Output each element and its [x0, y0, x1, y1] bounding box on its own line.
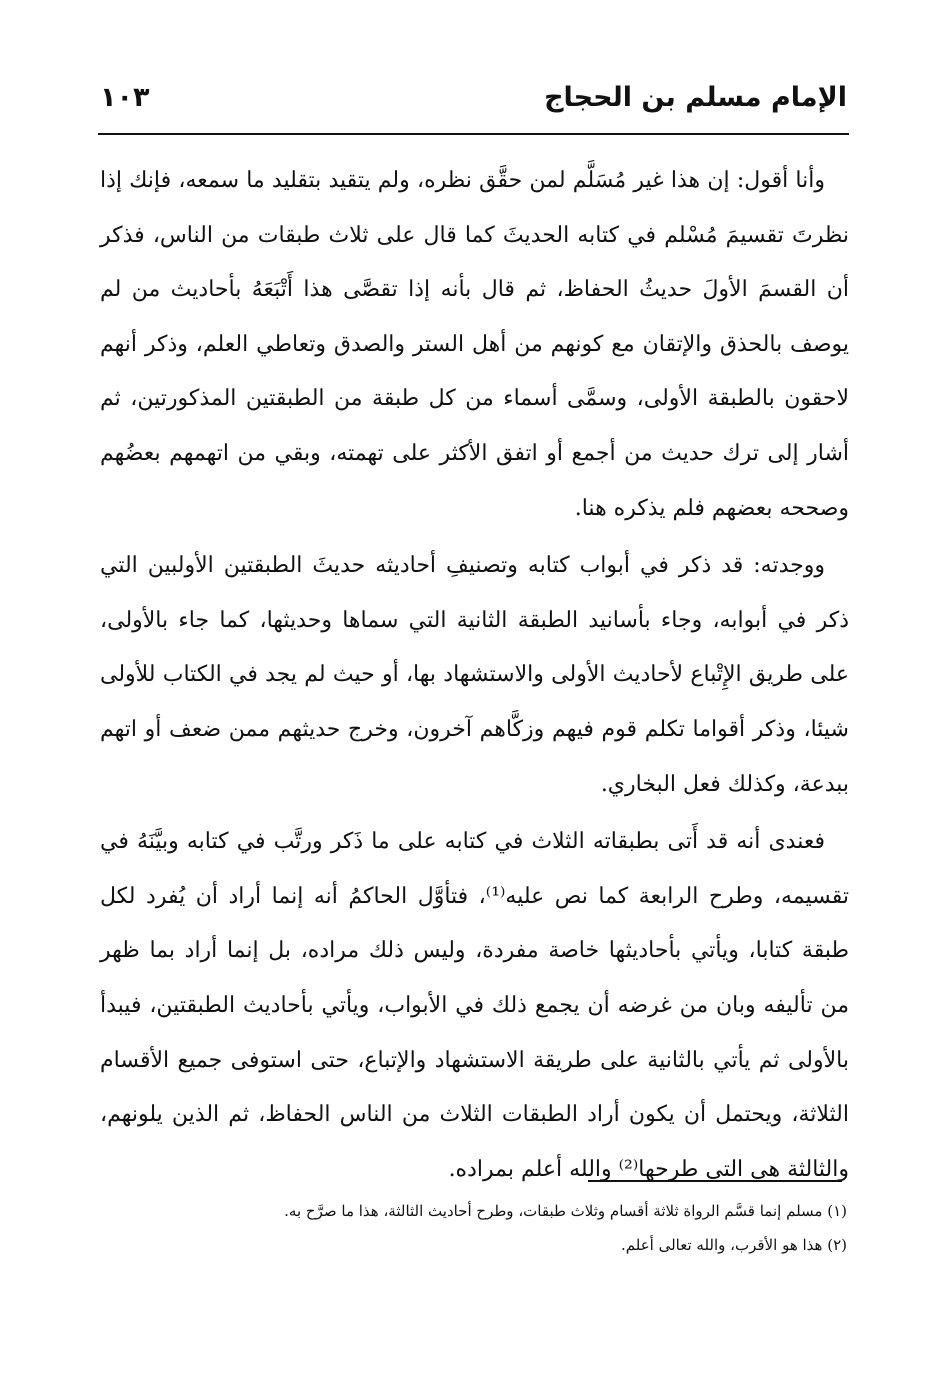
footnote-1: (١) مسلم إنما قسَّم الرواة ثلاثة أقسام وثلاث طبقات، وطرح أحاديث الثالثة، هذا ما صرَّح به.	[284, 1202, 847, 1220]
paragraph-2: ووجدته: قد ذكر في أبواب كتابه وتصنيفِ أحاديثه حديثَ الطبقتين الأولبين التي ذكر في أبوابه، وجاء بأسانيد الطبقة الثانية التي سماها وحديثها، كما جاء بالأولى، على طريق الإِتْباع لأحاديث الأولى والاستشهاد بها، أو حيث لم يجد في الكتاب للأولى شيئا، وذكر أقواما تكلم قوم فيهم وزكَّاهم آخرون، وخرج حديثهم ممن ضعف أو اتهم ببدعة، وكذلك فعل البخاري.	[100, 553, 849, 797]
page-header	[100, 82, 847, 132]
footnote-2: (٢) هذا هو الأقرب، والله تعالى أعلم.	[620, 1236, 847, 1254]
paragraph-1: وأنا أقول: إن هذا غير مُسَلَّم لمن حقَّق نظره، ولم يتقيد بتقليد ما سمعه، فإنك إذا نظرتَ تقسيمَ مُسْلم في كتابه الحديثَ كما قال على ثلاث طبقات من الناس، فذكر أن القسمَ الأولَ حديثُ الحفاظ، ثم قال بأنه إذا تقصَّى هذا أَتْبَعَهُ بأحاديث من لم يوصف بالحذق والإتقان مع كونهم من أهل الستر والصدق وتعاطي العلم، وذكر أنهم لاحقون بالطبقة الأولى، وسمَّى أسماء من كل طبقة من الطبقتين المذكورتين، ثم أشار إلى ترك حديث من أجمع أو اتفق الأكثر على تهمته، وبقي من اتهمهم بعضُهم وصححه بعضهم فلم يذكره هنا.	[100, 168, 849, 521]
footnotes	[100, 1194, 847, 1262]
header-rule	[98, 133, 849, 135]
running-title: الإمام مسلم بن الحجاج	[544, 82, 847, 113]
page-number: ١٠٣	[100, 82, 150, 113]
paragraph-3: فعندى أنه قد أَتى بطبقاته الثلاث في كتابه على ما ذَكر ورتَّب في كتابه وبيَّنَهُ في تقسيمه، وطرح الرابعة كما نص عليه⁽¹⁾، فتأوَّل الحاكمُ أنه إنما أراد أن يُفرد لكل طبقة كتابا، ويأتي بأحاديثها خاصة مفردة، وليس ذلك مراده، بل إنما أراد بما ظهر من تأليفه وبان من غرضه أن يجمع ذلك في الأبواب، ويأتي بأحاديث الطبقتين، فيبدأ بالأولى ثم يأتي بالثانية على طريقة الاستشهاد والإتباع، حتى استوفى جميع الأقسام الثلاثة، ويحتمل أن يكون أراد الطبقات الثلاث من الناس الحفاظ، ثم الذين يلونهم، والثالثة هي التي طرحها⁽²⁾ والله أعلم بمراده.	[100, 829, 850, 1182]
footnote-rule	[588, 1180, 842, 1182]
body-text	[100, 154, 849, 1200]
